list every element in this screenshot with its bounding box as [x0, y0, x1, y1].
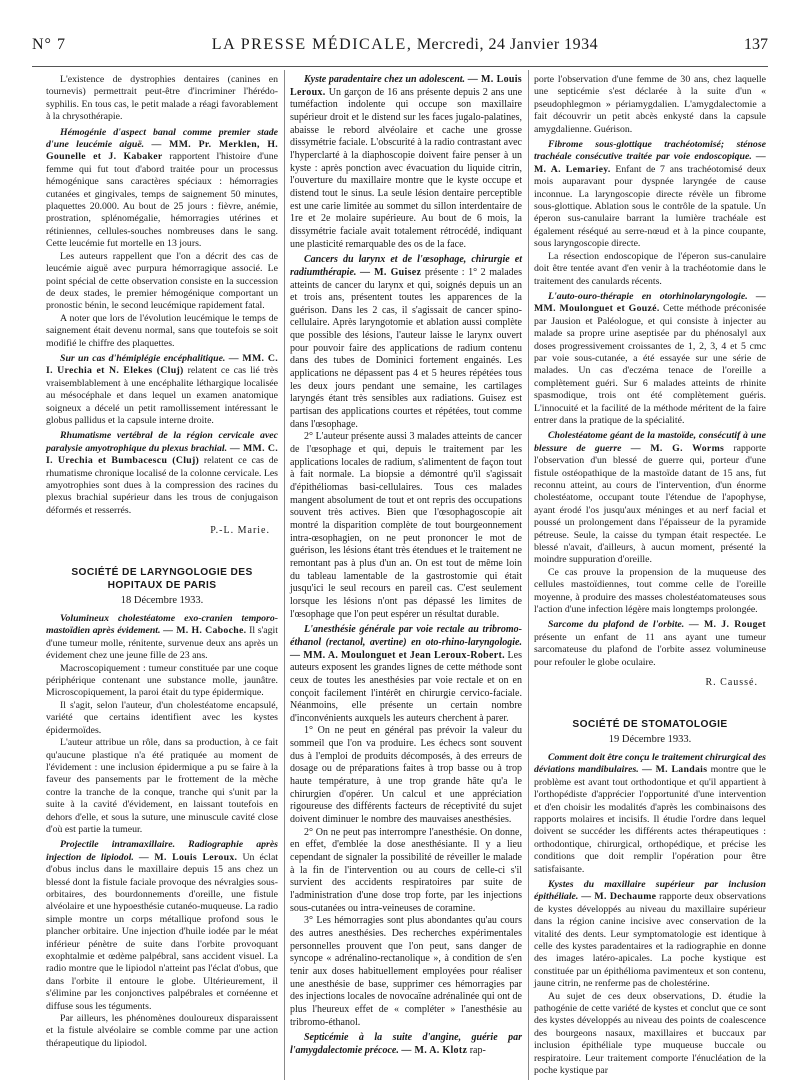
article-text: Les auteurs exposent les grandes lignes de cette méthode sont ceux de toutes les anesthésies par voie rectale et on en conçoit facilement l'intérêt en chirurgie cervico-faciale. Néanmoins, elle présente un certain nombre d'inconvénients auxquels les auteurs cherchent à parer. [290, 649, 522, 724]
paragraph: 2° On ne peut pas interrompre l'anesthésie. On donne, en effet, d'emblée la dose anesthésiante. Il y a lieu cependant de signaler la possibilité de réveiller le malade à la fin de l'intervention ou au cours de celle-ci s'il survient des accidents respiratoires par suite de l'administration d'une dose trop forte, par les injections sous-cutanées ou intra-veineuses de coramine. [290, 826, 522, 914]
article-authors: — MM. C. I. Urechia et Bumbacescu (Cluj) [46, 442, 278, 467]
paragraph: L'auteur attribue un rôle, dans sa production, à ce fait qu'aucune plastique n'a été pratiquée au moment de l'évidement : une inclusion épidermique a pu se faire à la faveur des pansements par le frottement de la mèche contre la tranche de la conque, tranche qui s'unit par la suite à la cavité d'évidement, en laissant toutefois en dehors d'elle, et sous la suture, une minuscule cavité close d'où est partie la tumeur. [46, 737, 278, 835]
article-title: Cholestéatome géant de la mastoïde, consécutif à une blessure de guerre [534, 430, 766, 454]
society-heading: SOCIÉTÉ DE LARYNGOLOGIE DES HOPITAUX DE PARIS [71, 566, 253, 591]
page-number: 137 [744, 36, 768, 53]
article-title: Cancers du larynx et de l'œsophage, chirurgie et radiumthérapie. [290, 254, 522, 278]
article-text: Un garçon de 16 ans présente depuis 2 ans une tuméfaction indolente qui occupe son maxillaire supérieur droit et le distend sur les faces jugalo-palatines, abaisse le rebord alvéolaire et cache une grosse dissymétrie faciale. L'obscurité à la radio contrastant avec l'hyperclarté à la diaphoscopie doivent faire penser à un kyste : après ponction avec évacuation du liquide citrin, l'ouverture du maxillaire montre que le kyste occupe et distend tout le sinus. La seule lésion dentaire perceptible est une carie limitée au sommet du sillon interdentaire de 1re et 2e molaire supérieure. Au bout de 6 mois, la dissymétrie faciale avait totalement rétrocédé, indiquant une plasticité remarquable des os de la face. [290, 86, 523, 250]
article-authors: — M. Guisez [359, 266, 422, 278]
article-title: Kyste paradentaire chez un adolescent. [304, 74, 466, 85]
article-title: Kystes du maxillaire supérieur par inclusion épithéliale. [534, 878, 766, 903]
article-title: Sarcome du plafond de l'orbite. [548, 619, 685, 631]
paragraph: Par ailleurs, les phénomènes douloureux disparaissent et la fistule alvéolaire se comble comme par une action thérapeutique du lipiodol. [46, 1013, 278, 1049]
article [46, 613, 278, 663]
article [46, 127, 278, 251]
article-title: L'auto-ouro-thérapie en otorhinolaryngologie. [548, 290, 748, 302]
paragraph: Au sujet de ces deux observations, D. étudie la pathogénie de cette variété de kystes et conclut que ce sont des kystes développés au niveau des points de coalescence des bourgeons nasaux, maxillaires et buccaux par inclusion épithéliale type muqueuse buccale ou respiratoire. Leur traitement comporte l'énucléation de la poche kystique par [534, 990, 766, 1077]
paragraph: Ce cas prouve la propension de la muqueuse des cellules mastoïdiennes, tout comme celle de l'oreille moyenne, à produire des masses cholestéatomateuses sous l'action d'une infection légère mais longtemps prolongée. [534, 566, 766, 616]
paragraph: Macroscopiquement : tumeur constituée par une coque périphérique contenant une substance molle, jaunâtre. Microscopiquement, la paroi était du type épidermique. [46, 662, 278, 699]
article [534, 430, 766, 566]
article-authors: — M. Landais [642, 764, 708, 776]
article-text: rap- [469, 1044, 486, 1056]
society-heading: SOCIÉTÉ DE STOMATOLOGIE [572, 718, 728, 730]
article-authors: — M. J. Rouget [688, 619, 766, 631]
article [534, 139, 766, 251]
article-text: Il s'agit d'une tumeur molle, rénitente, survenue deux ans après un évidement chez une jeune fille de 23 ans. [46, 625, 278, 662]
article-authors: — M. Louis Leroux. [290, 74, 522, 98]
article [46, 430, 278, 517]
article [534, 619, 766, 669]
article-title: Volumineux cholestéatome exo-cranien temporo-mastoïdien après évidement. [46, 613, 278, 637]
article [290, 254, 522, 431]
article [534, 291, 766, 427]
article-authors: — M. H. Caboche. [163, 625, 247, 637]
article [290, 1032, 522, 1057]
column-1 [46, 74, 278, 1050]
session-date: 19 Décembre 1933. [608, 733, 692, 745]
article-text: présente : 1° 2 malades atteints de cancer du larynx et qui, soignés depuis un an et trois ans, présentent toutes les apparences de la guérison. Dans les 2 cas, il s'agissait de cancer spino-cellulaire. Après laryngotomie et ablation aussi complète que possible des lésions, l'auteur laisse le larynx ouvert pour pouvoir faire des applications de radium contenu dans des tubes de Dominici fortement engainés. Les applications ne dépassent pas 4 et 5 heures répétées tous les deux jours pendant une semaine, les cartilages laryngés étant très sensibles aux radiations. Guisez est partisan des applications courtes et répétées, tout comme dans l'œsophage. [290, 266, 522, 430]
article [290, 624, 522, 725]
signature: P.-L. Marie. [210, 525, 270, 537]
paragraph: 1° On ne peut en général pas prévoir la valeur du sommeil que l'on va produire. Les échecs sont souvent dus à l'emploi de produits décomposés, à des erreurs de dosage ou de préparations faites à trop basse ou à trop haute température, à une trop grande hâte qu'a le chirurgien d'opérer. Un calcul et une appréciation rigoureuse des différents facteurs de réceptivité du sujet doivent diminuer le nombre des mauvaises anesthésies. [290, 725, 522, 826]
article-authors: — M. Louis Leroux. [138, 851, 238, 863]
session-date: 18 Décembre 1933. [120, 594, 204, 606]
article-authors: — M. Dechaume [581, 891, 657, 903]
article-authors: — MM. A. Moulonguet et Jean Leroux-Robert. [290, 649, 505, 661]
paragraph: A noter que lors de l'évolution leucémique le temps de saignement était devenu normal, sans que toutefois se soit modifié le chiffre des plaquettes. [46, 312, 278, 349]
article-title: Sur un cas d'hémiplégie encéphalitique. [60, 352, 226, 364]
article [46, 839, 278, 1013]
article [534, 879, 766, 991]
article-title: Rhumatisme vertébral de la région cervicale avec paralysie amyotrophique du plexus brachial. [46, 430, 278, 454]
issue-date: Mercredi, 24 Janvier 1934 [416, 36, 599, 53]
article [534, 752, 766, 876]
article-text: montre que le problème est avant tout orthodontique et qu'il appartient à l'orthopédiste d'apprécier l'opportunité d'une intervention et d'en choisir les modalités d'après les combinaisons des rapports molaires et incisifs. Il étudie l'ordre dans lequel doivent se succéder les différents actes thérapeutiques : orthodontique, chirurgical, orthopédique, et précise les conditions que doit remplir l'opération pour être satisfaisante. [534, 764, 766, 875]
article-text: Un éclat d'obus inclus dans le maxillaire depuis 15 ans chez un blessé dont la fistule faciale provoque des névralgies sous-orbitaires, des bourdonnements d'oreille, une fistule alvéolaire et une hypoesthésie cutanéo-muqueuse. La radio simple montre un corps métallique profond sous le plancher orbitaire. Une injection d'huile iodée par le méat inférieur pénètre de suite dans l'orbite provoquant exophtalmie et œdème palpébral, sans accident visuel. La radio montre que le lipiodol n'atteint pas l'éclat d'obus, que dans l'orbite il entoure le globe. Ultérieurement, il s'élimine par les conjonctives palpébrales et cornéenne et diffuse sous les téguments. [46, 851, 279, 1012]
journal-title-line [212, 36, 598, 54]
journal-title: LA PRESSE MÉDICALE, [211, 36, 413, 53]
issue-number: N° 7 [32, 36, 66, 53]
column-2 [290, 74, 522, 1058]
article-text: rapporte l'observation d'un blessé de guerre qui, porteur d'une fistule ostéopathique de la mastoïde datant de 15 ans, fut reconnu atteint, au cours de l'intervention, d'un énorme cholestéatome, occupant toute l'étendue de l'apophyse, ayant érodé l'os jusqu'aux méninges et au nerf facial et poussé un prolongement dans l'épaisseur de la pyramide pétreuse. Seule, la caisse du tympan était respectée. Le blessé n'avait, d'ailleurs, à aucun moment, présenté la moindre suppuration d'oreille. [534, 442, 767, 566]
article-text: présente un enfant de 11 ans ayant une tumeur sarcomateuse du plafond de l'orbite assez volumineuse pour refouler le globe oculaire. [534, 631, 766, 668]
article [46, 353, 278, 427]
paragraph: 2° L'auteur présente aussi 3 malades atteints de cancer de l'œsophage et qui, depuis le traitement par les applications locales de radium, s'alimentent de façon tout à fait normale. La biopsie a démontré qu'il s'agissait d'épithéliomas basi-cellulaires. Tous ces malades mangent absolument de tout et ont repris des occupations souvent très actives. Bien que l'œsophagoscopie ait montré la disparition complète de tout bourgeonnement intra-œsophagien, on ne peut prononcer le mot de guérison, les lésions étant très étendues et le traitement ne remontant pas à plus d'un an. On est tout de même loin du tableau lamentable de la gastrostomie qui était jusqu'ici le seul recours en pareil cas. C'est seulement lorsque les lésions n'ont pas dépassé les limites de l'œsophage que l'on peut espérer un résultat durable. [290, 431, 522, 620]
article-text: relatent ce cas lié très vraisemblablement à une encéphalite léthargique localisée au mésocéphale et dans lequel un examen anatomique soigneux a décelé un petit ramollissement intéressant le globus pallidus et la capsule interne droite. [46, 365, 279, 426]
article-title: Comment doit être conçu le traitement chirurgical des déviations mandibulaires. [534, 751, 766, 776]
article-authors: — MM. Moulonguet et Gouzé. [534, 290, 766, 315]
article-authors: — MM. C. I. Urechia et N. Elekes (Cluj) [46, 352, 279, 377]
page-header [32, 36, 768, 67]
article-title: Septicémie à la suite d'angine, guérie par l'amygdalectomie précoce. [290, 1032, 522, 1056]
paragraph: L'existence de dystrophies dentaires (canines en tournevis) permettrait peut-être d'incriminer l'hérédo-syphilis. En tous cas, le petit malade a réagi favorablement à la chrysothérapie. [46, 74, 278, 123]
column-3 [534, 74, 766, 1077]
signature: R. Caussé. [705, 677, 758, 689]
article-text: rapportent l'histoire d'une femme qui fut tout d'abord traitée pour un processus hémogénique sans caractères spéciaux : hémorragies cutanées et gingivales, temps de saignement 50 minutes, plaquettes 20.000. Au bout de 25 jours : fièvre, anémie, prostration, splénomégalie, hémorragies utérines et rétiniennes, cellules-souches nombreuses dans le sang. Cette leucémie fut mortelle en 13 jours. [46, 151, 279, 250]
article-authors: — M. A. Klotz [401, 1044, 468, 1056]
article-title: Hémogénie d'aspect banal comme premier stade d'une leucémie aiguë. [46, 126, 278, 151]
article-text: relatent ce cas de rhumatisme chronique localisé de la colonne cervicale. Les amyotrophies sont dues à la compression des racines du plexus brachial supérieur dans les trous de conjugaison déformés et resserrés. [46, 455, 279, 516]
article-text: rapporte deux observations de kystes développés au niveau du maxillaire supérieur dans la région canine incisive avec conservation de la vitalité des dents. Leur symptomatologie est identique à celle des kystes paradentaires et la radiographie en donne des images latéro-apicales. La poche kystique est constituée par un épithélioma pavimenteux et son contenu, jaune citrin, ne renferme pas de cholestérine. [534, 891, 766, 990]
paragraph: Les auteurs rappellent que l'on a décrit des cas de leucémie aiguë avec purpura hémorragique associé. Le point spécial de cette observation consiste en la succession de deux stades, le premier hémogénique comportant un pronostic bénin, le second leucémique rapidement fatal. [46, 250, 278, 312]
article-authors: — MM. Pr. Merklen, H. Gounelle et J. Kabaker [46, 139, 279, 163]
article-title: Projectile intramaxillaire. Radiographie après injection de lipiodol. [46, 839, 278, 863]
paragraph: porte l'observation d'une femme de 30 ans, chez laquelle une septicémie s'est déclarée à la suite d'un « pseudophlegmon » périamygdalien. L'amygdalectomie a fait découvrir un petit abcès enkysté dans la capsule amygdalienne. Guérison. [534, 74, 766, 135]
article-authors: — M. G. Worms [630, 442, 725, 454]
paragraph: Il s'agit, selon l'auteur, d'un cholestéatome encapsulé, variété que certains identifient avec les kystes épidermoïdes. [46, 699, 278, 736]
article-authors: — M. A. Lemariey. [534, 151, 766, 175]
article-text: Cette méthode préconisée par Jausion et Paléologue, et qui consiste à injecter au malade sa propre urine aseptisée par du phénosalyl aux doses progressivement croissantes de 1, 2, 3, 4 et 5 cmc par voie sous-cutanée, a été essayée sur une série de malades. Un cas d'eczéma tenace de l'oreille a complètement guéri. Sur 6 malades atteints de rhinite spasmodique, trois ont été complètement guéris. L'innocuité et la facilité de la méthode méritent de la faire entrer dans la pratique de la spécialité. [534, 303, 766, 426]
column-rule [284, 70, 285, 1080]
column-rule [528, 70, 529, 1080]
article [290, 74, 522, 251]
paragraph: 3° Les hémorragies sont plus abondantes qu'au cours des autres anesthésies. Des recherches expérimentales personnelles prouvent que l'on peut, sans danger de syncope « adrénalino-rectanolique », à condition de s'en tenir aux doses habituellement employées pour réaliser une anesthésie de base, supprimer ces hémorragies par des injections locales de novocaïne adrénalinée qui ont de plus l'heureux effet de « compléter » l'anesthésie au tribromo-éthanol. [290, 915, 522, 1028]
article-title: L'anesthésie générale par voie rectale au tribromo-éthanol (rectanol, avertine) en oto-rhino-laryngologie. [290, 624, 522, 648]
article-text: Enfant de 7 ans trachéotomisé deux mois auparavant pour dyspnée laryngée de cause inconnue. La laryngoscopie directe révèle un fibrome sous-glottique. Ablation sous le contrôle de la spatule. Un éperon sus-canulaire barrant la lumière trachéale est également réséqué au serre-nœud et à la pince coupante, sous laryngoscopie directe. [534, 163, 767, 250]
article-title: Fibrome sous-glottique trachéotomisé; sténose trachéale consécutive traitée par voie endoscopique. [534, 139, 766, 163]
paragraph: La résection endoscopique de l'éperon sus-canulaire doit être tentée avant d'en venir à la trachéotomie dans le traitement des canulards récents. [534, 250, 766, 287]
